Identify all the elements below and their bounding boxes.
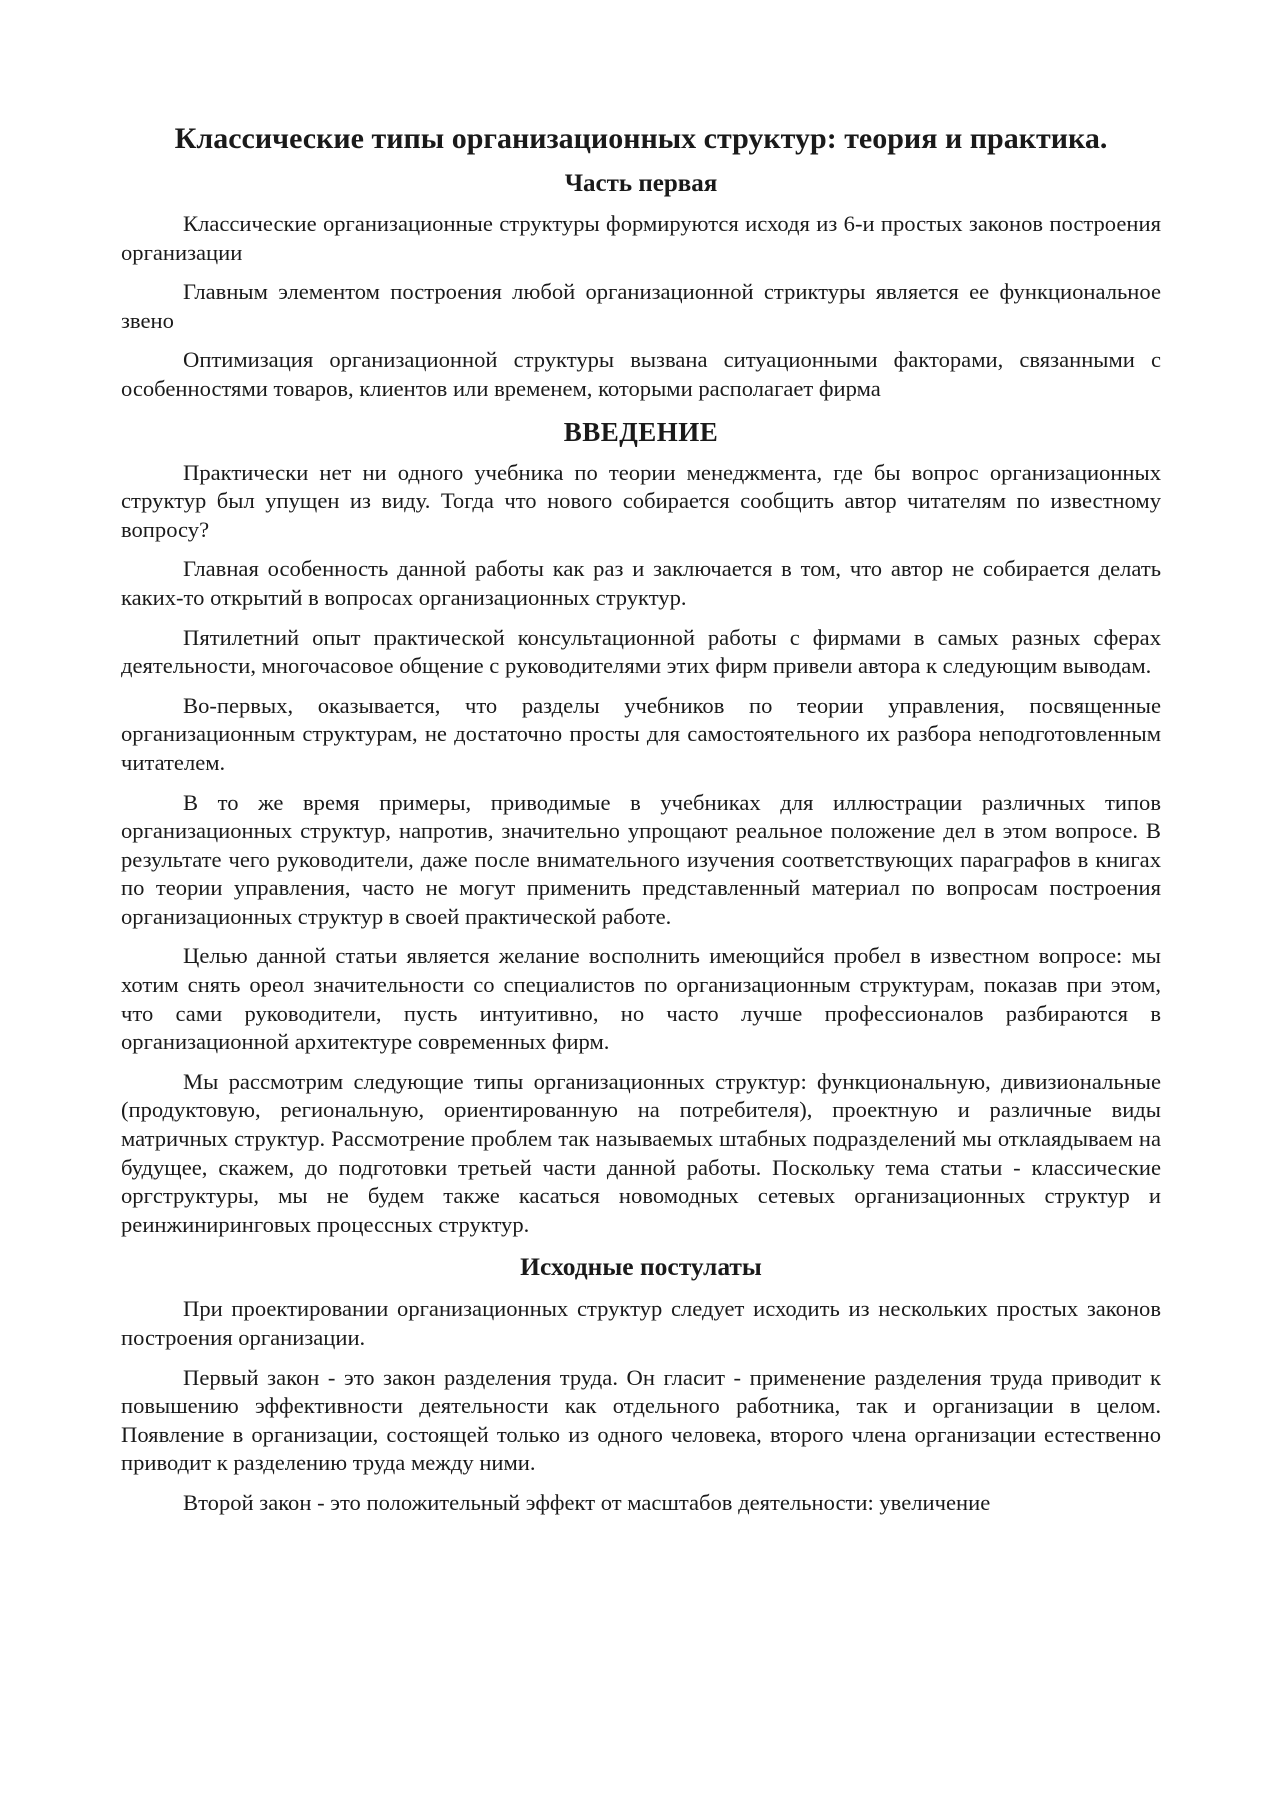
body-paragraph: В то же время примеры, приводимые в учебниках для иллюстрации различных типов организационных структур, напротив, значительно упрощают реальное положение дел в этом вопросе. В результате чего руководители, даже после внимательного изучения соответствующих параграфов в книгах по теории управления, часто не могут применить представленный материал по вопросам построения организационных структур в своей практической работе. [121, 789, 1161, 929]
body-paragraph: Во-первых, оказывается, что разделы учебников по теории управления, посвященные организационным структурам, не достаточно просты для самостоятельного их разбора неподготовленным читателем. [121, 692, 1161, 775]
section-heading-postulates: Исходные постулаты [520, 1252, 762, 1282]
part-heading: Часть первая [564, 170, 718, 197]
body-paragraph: Первый закон - это закон разделения труда. Он гласит - применение разделения труда приводит к повышению эффективности деятельности как отдельного работника, так и организации в целом. Появление в организации, состоящей только из одного человека, второго члена организации естественно приводит к разделению труда между ними. [121, 1364, 1161, 1476]
body-paragraph: Пятилетний опыт практической консультационной работы с фирмами в самых разных сферах деятельности, многочасовое общение с руководителями этих фирм привели автора к следующим выводам. [121, 624, 1161, 679]
document-title: Классические типы организационных структур: теория и практика. [174, 122, 1108, 155]
intro-paragraph: Оптимизация организационной структуры вызвана ситуационными факторами, связанными с особенностями товаров, клиентов или временем, которыми располагает фирма [121, 347, 1161, 401]
intro-paragraph: Главным элементом построения любой организационной стриктуры является ее функциональное звено [121, 279, 1161, 333]
body-paragraph: Целью данной статьи является желание восполнить имеющийся пробел в известном вопросе: мы хотим снять ореол значительности со специалистов по организационным структурам, показав при этом, что сами руководители, пусть интуитивно, но часто лучше профессионалов разбираются в организационной архитектуре современных фирм. [121, 943, 1161, 1055]
body-paragraph: Главная особенность данной работы как раз и заключается в том, что автор не собирается делать каких-то открытий в вопросах организационных структур. [121, 556, 1161, 610]
intro-paragraph: Классические организационные структуры формируются исходя из 6-и простых законов построения организации [121, 211, 1161, 265]
document-page [121, 120, 1161, 1529]
body-paragraph: Второй закон - это положительный эффект от масштабов деятельности: увеличение [183, 1489, 991, 1515]
body-paragraph: При проектировании организационных структур следует исходить из нескольких простых законов построения организации. [121, 1296, 1161, 1350]
body-paragraph: Мы рассмотрим следующие типы организационных структур: функциональную, дивизиональные (продуктовую, региональную, ориентированную на потребителя), проектную и различные виды матричных структур. Рассмотрение проблем так называемых штабных подразделений мы отклаядываем на будущее, скажем, до подготовки третьей части данной работы. Поскольку тема статьи - классические оргструктуры, мы не будем также касаться новомодных сетевых организационных структур и реинжиниринговых процессных структур. [121, 1068, 1161, 1237]
section-heading-introduction: ВВЕДЕНИЕ [563, 416, 719, 447]
body-paragraph: Практически нет ни одного учебника по теории менеджмента, где бы вопрос организационных структур был упущен из виду. Тогда что нового собирается сообщить автор читателям по известному вопросу? [121, 459, 1161, 542]
